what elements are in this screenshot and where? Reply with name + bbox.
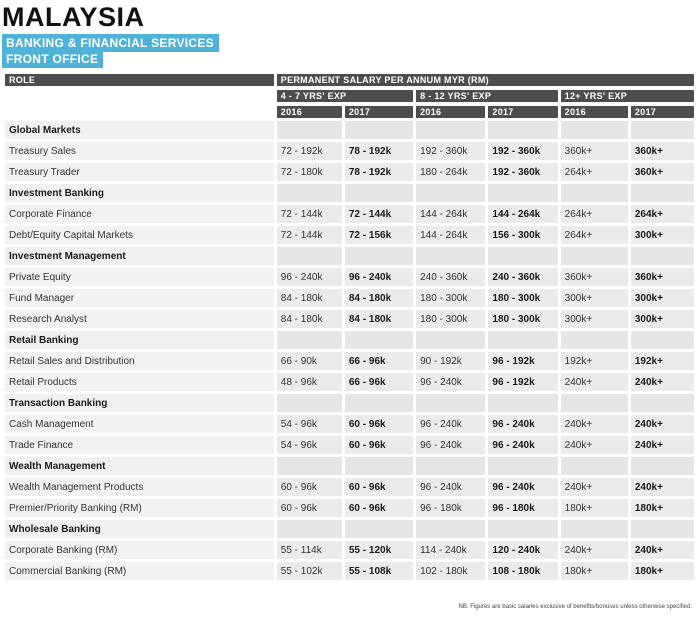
role-cell: Trade Finance — [5, 436, 274, 454]
header-row-experience — [5, 90, 694, 102]
salary-cell: 84 - 180k — [277, 310, 342, 328]
salary-cell: 96 - 240k — [277, 268, 342, 286]
salary-cell: 72 - 156k — [345, 226, 413, 244]
role-cell: Cash Management — [5, 415, 274, 433]
header-row-main — [5, 74, 694, 86]
table-row — [5, 541, 694, 559]
role-cell: Treasury Sales — [5, 142, 274, 160]
salary-cell: 144 - 264k — [488, 205, 557, 223]
salary-cell: 66 - 96k — [345, 373, 413, 391]
category-label: Transaction Banking — [5, 394, 274, 412]
table-row — [5, 562, 694, 580]
salary-cell: 264k+ — [561, 163, 628, 181]
page-title: MALAYSIA — [2, 2, 145, 32]
salary-cell: 180 - 300k — [488, 289, 557, 307]
salary-cell: 180 - 300k — [488, 310, 557, 328]
salary-cell: 120 - 240k — [488, 541, 557, 559]
salary-cell: 72 - 144k — [277, 226, 342, 244]
salary-cell: 180k+ — [631, 499, 694, 517]
year-header: 2016 — [416, 106, 485, 118]
year-header: 2016 — [277, 106, 342, 118]
salary-cell: 240k+ — [631, 373, 694, 391]
salary-cell: 300k+ — [631, 310, 694, 328]
salary-cell: 240k+ — [631, 436, 694, 454]
exp-4-7-header: 4 - 7 YRS' EXP — [277, 90, 413, 102]
table-row — [5, 205, 694, 223]
table-row — [5, 268, 694, 286]
role-header: ROLE — [5, 74, 274, 86]
salary-cell: 96 - 192k — [488, 352, 557, 370]
salary-cell: 300k+ — [561, 310, 628, 328]
salary-cell: 360k+ — [631, 142, 694, 160]
table-row — [5, 142, 694, 160]
salary-cell: 180k+ — [561, 562, 628, 580]
footnote: NB: Figures are basic salaries exclusive of benefits/bonuses unless otherwise specified. — [458, 604, 692, 610]
salary-header: PERMANENT SALARY PER ANNUM MYR (RM) — [277, 74, 694, 86]
role-cell: Wealth Management Products — [5, 478, 274, 496]
salary-cell: 360k+ — [631, 268, 694, 286]
salary-cell: 240k+ — [561, 478, 628, 496]
table-row — [5, 310, 694, 328]
salary-cell: 96 - 180k — [488, 499, 557, 517]
salary-cell: 78 - 192k — [345, 163, 413, 181]
salary-cell: 55 - 108k — [345, 562, 413, 580]
category-row — [5, 520, 694, 538]
salary-cell: 84 - 180k — [277, 289, 342, 307]
salary-cell: 240k+ — [561, 436, 628, 454]
category-label: Retail Banking — [5, 331, 274, 349]
role-cell: Treasury Trader — [5, 163, 274, 181]
salary-cell: 60 - 96k — [345, 415, 413, 433]
salary-cell: 180k+ — [631, 562, 694, 580]
salary-cell: 300k+ — [631, 226, 694, 244]
salary-cell: 144 - 264k — [416, 226, 485, 244]
salary-cell: 102 - 180k — [416, 562, 485, 580]
table-row — [5, 226, 694, 244]
salary-table — [2, 74, 697, 583]
category-row — [5, 184, 694, 202]
salary-cell: 90 - 192k — [416, 352, 485, 370]
role-cell: Corporate Banking (RM) — [5, 541, 274, 559]
category-row — [5, 457, 694, 475]
salary-cell: 96 - 180k — [416, 499, 485, 517]
year-header: 2017 — [631, 106, 694, 118]
salary-cell: 60 - 96k — [345, 478, 413, 496]
exp-12plus-header: 12+ YRS' EXP — [561, 90, 694, 102]
role-cell: Corporate Finance — [5, 205, 274, 223]
table-row — [5, 478, 694, 496]
role-cell: Fund Manager — [5, 289, 274, 307]
salary-cell: 55 - 114k — [277, 541, 342, 559]
salary-cell: 360k+ — [561, 268, 628, 286]
salary-cell: 72 - 144k — [277, 205, 342, 223]
salary-cell: 360k+ — [561, 142, 628, 160]
category-row — [5, 331, 694, 349]
table-row — [5, 373, 694, 391]
salary-cell: 96 - 240k — [416, 478, 485, 496]
sector-label: BANKING & FINANCIAL SERVICES — [2, 34, 219, 52]
role-cell: Commercial Banking (RM) — [5, 562, 274, 580]
salary-cell: 240k+ — [631, 415, 694, 433]
salary-cell: 78 - 192k — [345, 142, 413, 160]
salary-cell: 300k+ — [631, 289, 694, 307]
salary-cell: 96 - 192k — [488, 373, 557, 391]
category-label: Investment Banking — [5, 184, 274, 202]
salary-cell: 96 - 240k — [488, 478, 557, 496]
table-row — [5, 163, 694, 181]
role-cell: Private Equity — [5, 268, 274, 286]
salary-cell: 192 - 360k — [488, 163, 557, 181]
salary-cell: 108 - 180k — [488, 562, 557, 580]
salary-cell: 54 - 96k — [277, 436, 342, 454]
category-label: Wholesale Banking — [5, 520, 274, 538]
table-row — [5, 352, 694, 370]
category-label: Investment Management — [5, 247, 274, 265]
role-cell: Retail Products — [5, 373, 274, 391]
salary-cell: 55 - 120k — [345, 541, 413, 559]
salary-cell: 240 - 360k — [416, 268, 485, 286]
salary-cell: 96 - 240k — [416, 436, 485, 454]
salary-cell: 360k+ — [631, 163, 694, 181]
salary-cell: 96 - 240k — [416, 415, 485, 433]
salary-cell: 96 - 240k — [488, 415, 557, 433]
salary-cell: 240k+ — [631, 541, 694, 559]
salary-cell: 192k+ — [631, 352, 694, 370]
year-header: 2017 — [488, 106, 557, 118]
salary-cell: 144 - 264k — [416, 205, 485, 223]
function-label: FRONT OFFICE — [2, 50, 103, 68]
salary-cell: 72 - 192k — [277, 142, 342, 160]
salary-cell: 84 - 180k — [345, 289, 413, 307]
role-cell: Premier/Priority Banking (RM) — [5, 499, 274, 517]
category-label: Global Markets — [5, 121, 274, 139]
table-row — [5, 415, 694, 433]
salary-cell: 96 - 240k — [488, 436, 557, 454]
salary-cell: 72 - 180k — [277, 163, 342, 181]
salary-cell: 114 - 240k — [416, 541, 485, 559]
table-row — [5, 499, 694, 517]
role-cell: Research Analyst — [5, 310, 274, 328]
salary-cell: 264k+ — [561, 205, 628, 223]
salary-cell: 54 - 96k — [277, 415, 342, 433]
salary-cell: 240k+ — [561, 541, 628, 559]
salary-cell: 240k+ — [561, 415, 628, 433]
salary-cell: 192 - 360k — [416, 142, 485, 160]
salary-cell: 300k+ — [561, 289, 628, 307]
table-row — [5, 436, 694, 454]
salary-cell: 55 - 102k — [277, 562, 342, 580]
salary-cell: 264k+ — [561, 226, 628, 244]
header-row-years — [5, 106, 694, 118]
category-row — [5, 247, 694, 265]
salary-cell: 66 - 96k — [345, 352, 413, 370]
role-cell: Debt/Equity Capital Markets — [5, 226, 274, 244]
salary-cell: 180 - 264k — [416, 163, 485, 181]
salary-cell: 240 - 360k — [488, 268, 557, 286]
table-row — [5, 289, 694, 307]
salary-cell: 156 - 300k — [488, 226, 557, 244]
salary-cell: 96 - 240k — [345, 268, 413, 286]
salary-cell: 192k+ — [561, 352, 628, 370]
year-header: 2017 — [345, 106, 413, 118]
category-row — [5, 394, 694, 412]
salary-cell: 180 - 300k — [416, 310, 485, 328]
salary-cell: 48 - 96k — [277, 373, 342, 391]
year-header: 2016 — [561, 106, 628, 118]
salary-cell: 180k+ — [561, 499, 628, 517]
salary-cell: 60 - 96k — [345, 499, 413, 517]
role-cell: Retail Sales and Distribution — [5, 352, 274, 370]
exp-8-12-header: 8 - 12 YRS' EXP — [416, 90, 558, 102]
salary-cell: 180 - 300k — [416, 289, 485, 307]
salary-cell: 240k+ — [561, 373, 628, 391]
salary-cell: 84 - 180k — [345, 310, 413, 328]
salary-cell: 264k+ — [631, 205, 694, 223]
salary-cell: 60 - 96k — [345, 436, 413, 454]
salary-cell: 60 - 96k — [277, 499, 342, 517]
salary-cell: 240k+ — [631, 478, 694, 496]
salary-cell: 66 - 90k — [277, 352, 342, 370]
category-label: Wealth Management — [5, 457, 274, 475]
salary-cell: 72 - 144k — [345, 205, 413, 223]
category-row — [5, 121, 694, 139]
salary-cell: 96 - 240k — [416, 373, 485, 391]
salary-cell: 192 - 360k — [488, 142, 557, 160]
salary-cell: 60 - 96k — [277, 478, 342, 496]
